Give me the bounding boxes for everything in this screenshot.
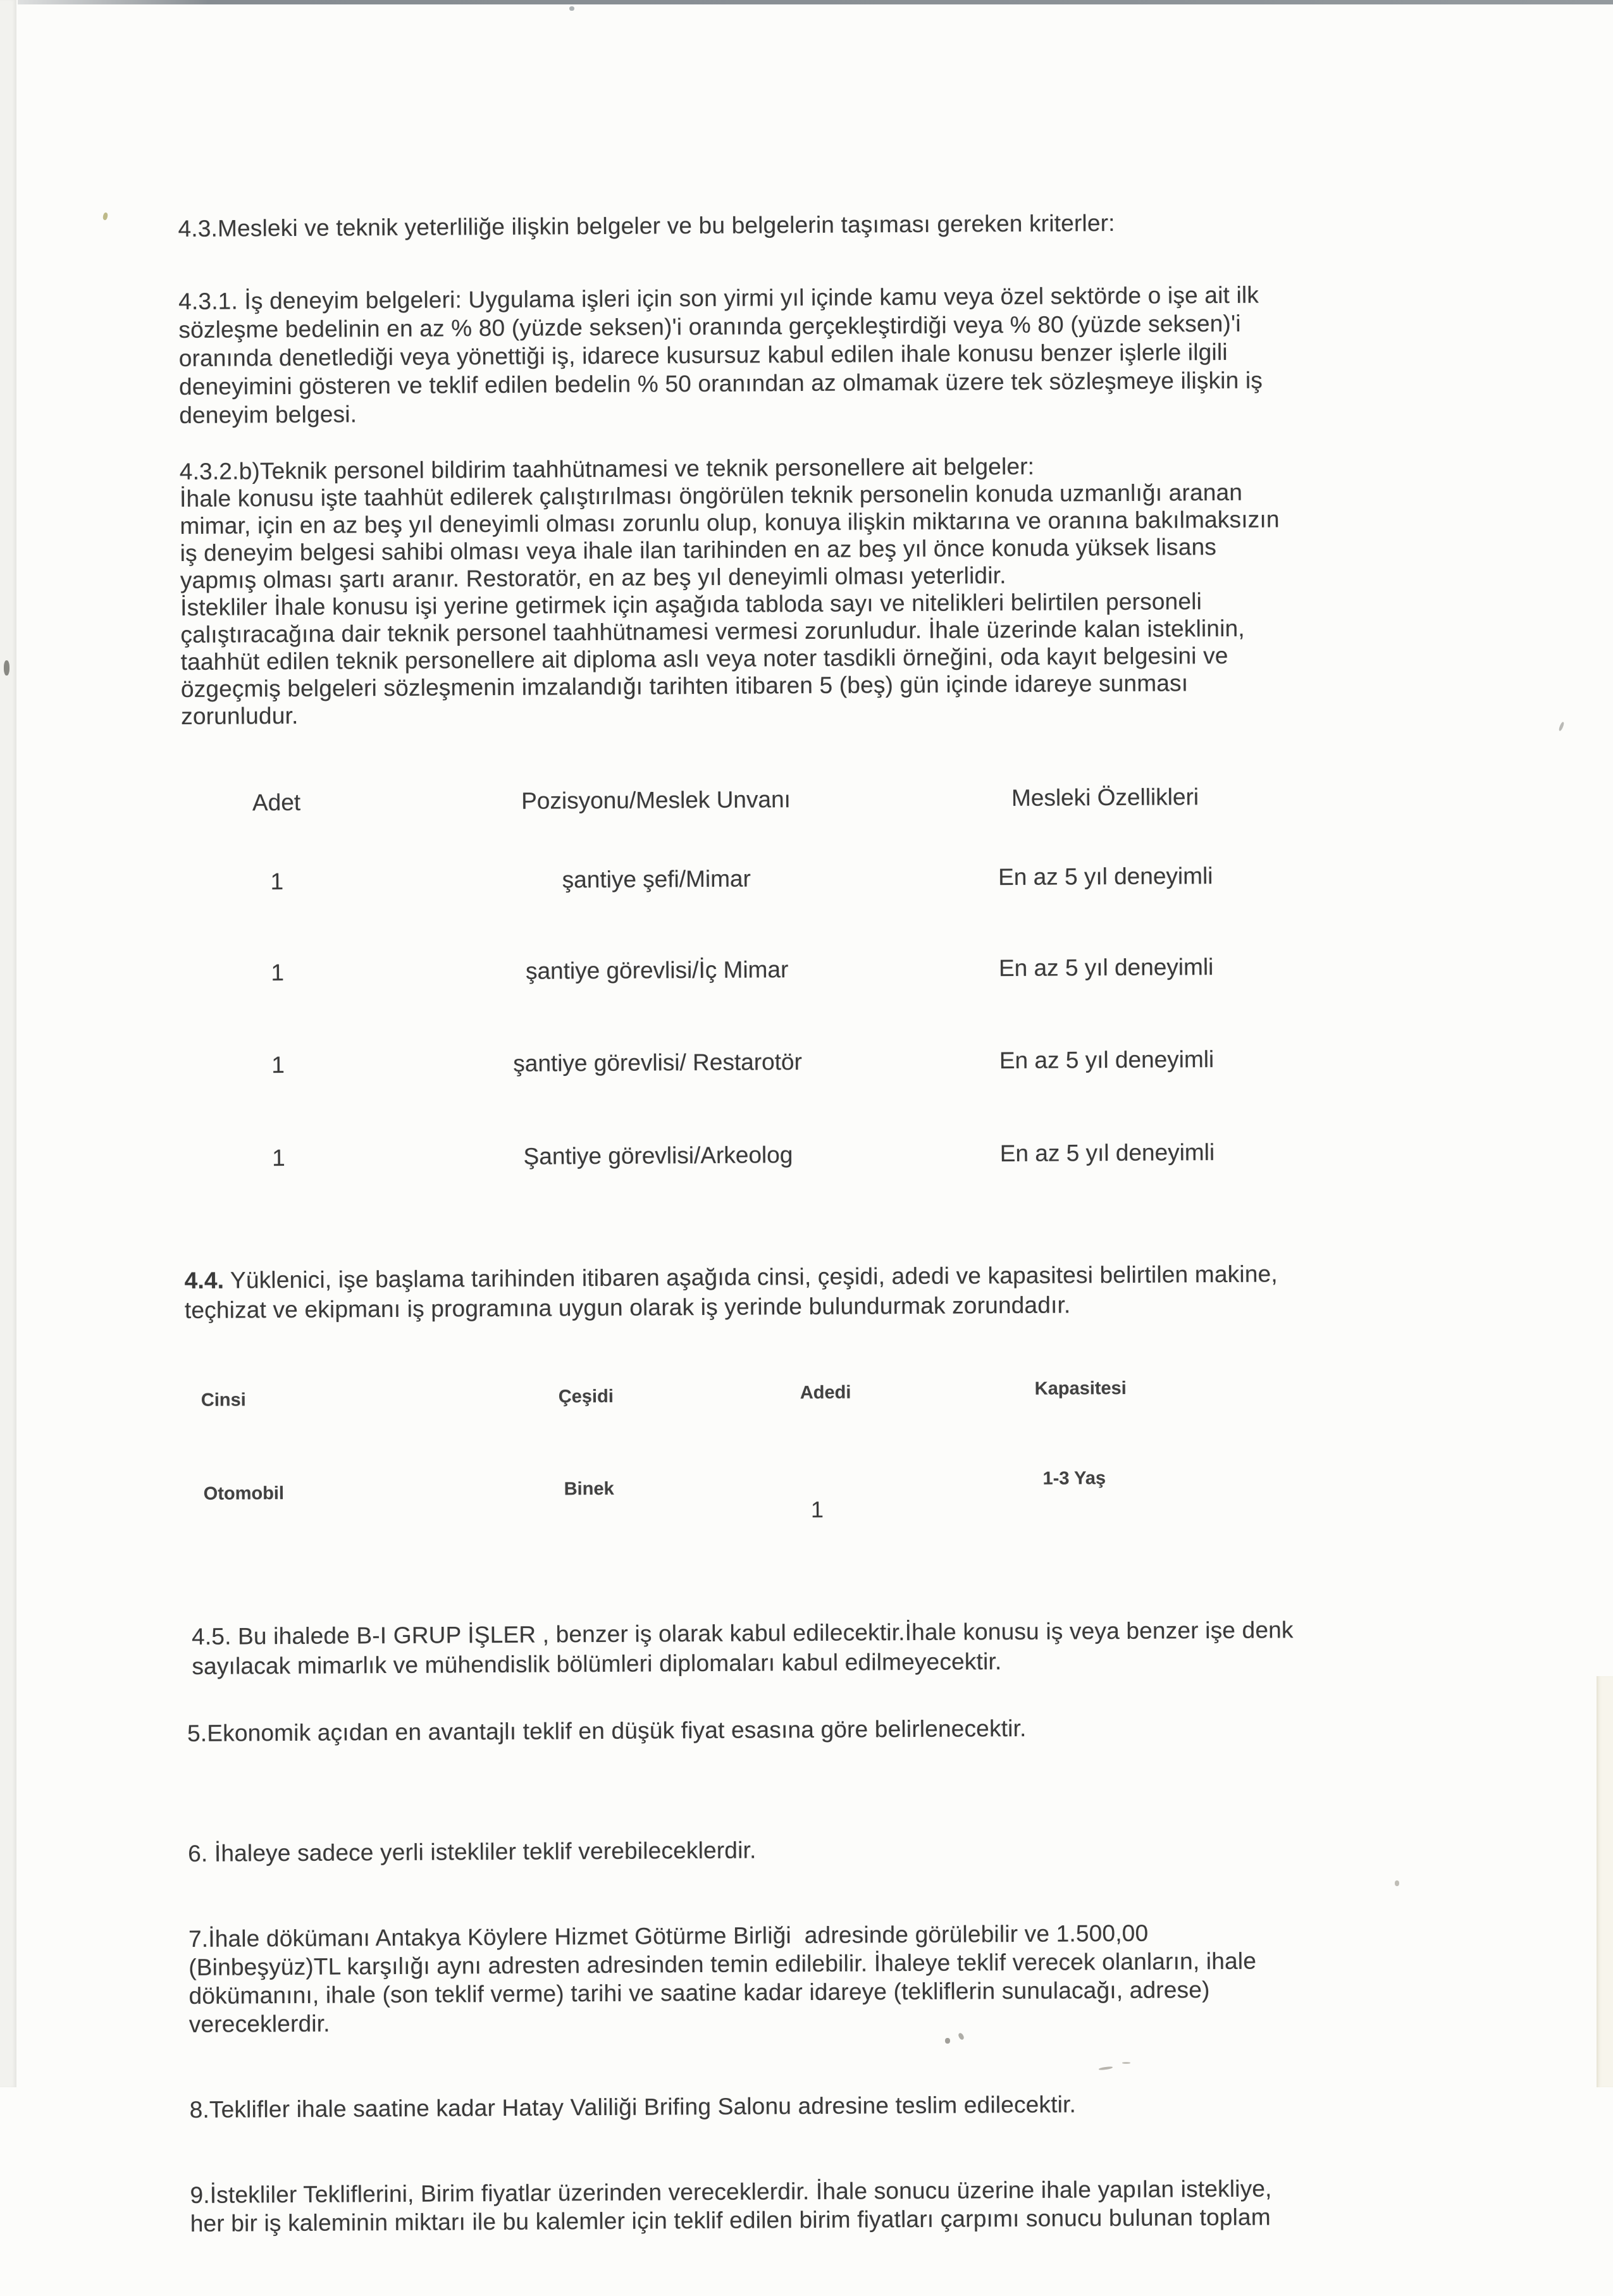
- equipment-header-cinsi: Cinsi: [201, 1390, 246, 1410]
- equipment-header-adedi: Adedi: [800, 1382, 851, 1404]
- personnel-position: şantiye görevlisi/ Restarotör: [513, 1049, 802, 1077]
- clause-5: 5.Ekonomik açıdan en avantajlı teklif en düşük fiyat esasına göre belirlenecektir.: [187, 1715, 1027, 1746]
- equipment-header-cesidi: Çeşidi: [558, 1386, 614, 1407]
- personnel-qualification: En az 5 yıl deneyimli: [999, 1046, 1214, 1074]
- personnel-qualification: En az 5 yıl deneyimli: [998, 863, 1213, 891]
- personnel-position: Şantiye görevlisi/Arkeolog: [523, 1142, 793, 1170]
- personnel-count: 1: [271, 1052, 285, 1078]
- personnel-table-header-row: [0, 781, 1611, 820]
- equipment-type: Otomobil: [203, 1483, 285, 1504]
- personnel-count: 1: [271, 960, 285, 986]
- clause-6: 6. İhaleye sadece yerli istekliler teklif verebileceklerdir.: [188, 1837, 757, 1867]
- personnel-header-pozisyon: Pozisyonu/Meslek Unvanı: [521, 786, 791, 814]
- personnel-count: 1: [272, 1145, 285, 1171]
- equipment-count: 1: [810, 1496, 824, 1522]
- personnel-table-row: [0, 951, 1612, 991]
- equipment-header-kapasitesi: Kapasitesi: [1034, 1378, 1127, 1399]
- clause-4-3-2-b: 4.3.2.b)Teknik personel bildirim taahhütnamesi ve teknik personellere ait belgeler: İhale konusu işte taahhüt edilerek çalıştırılması öngörülen teknik personelin konuda uzmanlığı aranan mimar, için en az beş yıl deneyimli olması zorunlu olup, konuya ilişkin miktarına ve oranına bakılmaksızın iş deneyim belgesi sahibi olması veya ihale ilan tarihinden en az beş yıl önce konuda yüksek lisans yapmış olması şartı aranır. Restoratör, en az beş yıl deneyimli olması yeterlidir. İstekliler İhale konusu işi yerine getirmek için aşağıda tabloda sayı ve nitelikleri belirtilen personeli çalıştıracağına dair teknik personel taahhütnamesi vermesi zorunludur. İhale üzerinde kalan isteklinin, taahhüt edilen teknik personellere ait diploma aslı veya noter tasdikli örneğini, oda kayıt belgesini ve özgeçmiş belgeleri sözleşmenin imzalandığı tarihten itibaren 5 (beş) gün içinde idareye sunması zorunludur.: [179, 453, 1280, 730]
- section-heading-4-3: 4.3.Mesleki ve teknik yeterliliğe ilişkin belgeler ve bu belgelerin taşıması gereken kriterler:: [178, 209, 1115, 242]
- personnel-table-row: [0, 860, 1612, 899]
- clause-9: 9.İstekliler Tekliflerini, Birim fiyatlar üzerinden vereceklerdir. İhale sonucu üzerine ihale yapılan istekliye, her bir iş kaleminin miktarı ile bu kalemler için teklif edilen birim fiyatları çarpımı sonucu bulunan toplam: [190, 2175, 1272, 2237]
- equipment-kind: Binek: [564, 1478, 614, 1500]
- clause-4-3-1: 4.3.1. İş deneyim belgeleri: Uygulama işleri için son yirmi yıl içinde kamu veya özel sektörde o işe ait ilk sözleşme bedelinin en az % 80 (yüzde seksen)'i oranında gerçekleştirdiği veya % 80 (yüzde seksen)'i oranında denetlediği veya yönettiği iş, idarece kusursuz kabul edilen ihale konusu benzer işlerle ilgili deneyimini gösteren ve teklif edilen bedelin % 50 oranından az olmamak üzere tek sözleşmeye ilişkin iş deneyim belgesi.: [178, 281, 1263, 429]
- clause-4-4: [185, 1259, 1278, 1325]
- personnel-position: şantiye şefi/Mimar: [562, 865, 751, 893]
- clause-7: 7.İhale dökümanı Antakya Köylere Hizmet Götürme Birliği adresinde görülebilir ve 1.500,00 (Binbeşyüz)TL karşılığı aynı adresten adresinden temin edilebilir. İhaleye teklif verecek olanların, ihale dökümanını, ihale (son teklif verme) tarihi ve saatine kadar idareye (tekliflerin sunulacağı, adrese) vereceklerdir.: [188, 1920, 1257, 2037]
- personnel-count: 1: [270, 868, 284, 895]
- clause-4-4-number: 4.4.: [184, 1267, 225, 1294]
- personnel-qualification: En az 5 yıl deneyimli: [999, 1139, 1215, 1167]
- personnel-position: şantiye görevlisi/İç Mimar: [525, 956, 789, 984]
- clause-4-5: 4.5. Bu ihalede B-I GRUP İŞLER , benzer iş olarak kabul edilecektir.İhale konusu iş veya benzer işe denk sayılacak mimarlık ve mühendislik bölümleri diplomaları kabul edilmeyecektir.: [191, 1617, 1294, 1679]
- clause-8: 8.Teklifler ihale saatine kadar Hatay Valiliği Brifing Salonu adresine teslim edilecektir.: [189, 2091, 1077, 2123]
- clauses-6-to-9: [188, 1776, 1273, 2295]
- equipment-capacity: 1-3 Yaş: [1042, 1468, 1106, 1489]
- personnel-header-ozellik: Mesleki Özellikleri: [1011, 784, 1199, 812]
- personnel-qualification: En az 5 yıl deneyimli: [998, 954, 1214, 982]
- personnel-table-row: [0, 1044, 1613, 1083]
- clause-4-4-text: Yüklenici, işe başlama tarihinden itibaren aşağıda cinsi, çeşidi, adedi ve kapasitesi belirtilen makine, teçhizat ve ekipmanı iş programına uygun olarak iş yerinde bulundurmak zorundadır.: [184, 1261, 1278, 1324]
- personnel-header-adet: Adet: [252, 789, 301, 816]
- personnel-table-row: [0, 1137, 1613, 1176]
